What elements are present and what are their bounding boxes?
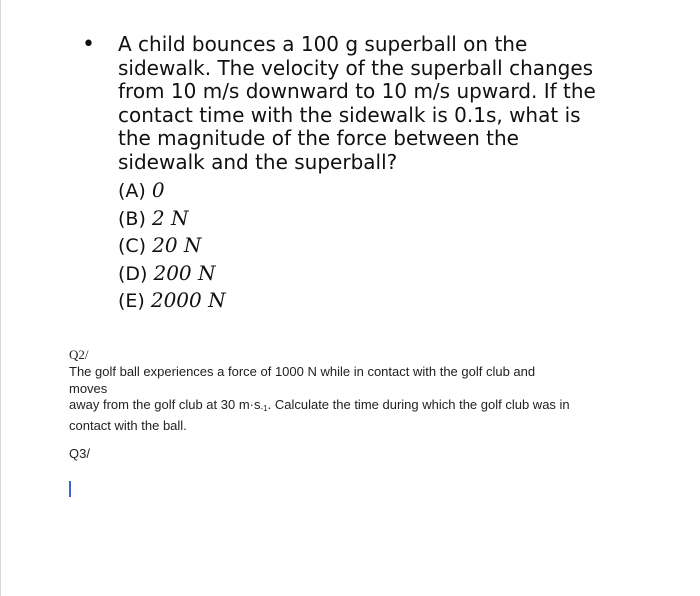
- option-value: 2000 N: [150, 288, 226, 312]
- option-letter: (C): [118, 235, 147, 257]
- unit-exponent: -1: [260, 404, 268, 413]
- option-value: 0: [151, 178, 165, 202]
- option-e: [118, 287, 418, 315]
- question-2-line-part: . Calculate the time during which the golf club was in: [267, 397, 570, 412]
- answer-options: [118, 177, 418, 315]
- question-2-line: moves: [69, 380, 108, 396]
- question-2-label: Q2/: [69, 347, 89, 362]
- question-3-label: Q3/: [69, 446, 90, 461]
- question-2-line-part: away from the golf club at 30 m·s: [69, 397, 261, 412]
- option-letter: (E): [118, 290, 145, 312]
- option-a: [118, 177, 418, 205]
- option-b: [118, 205, 418, 233]
- bullet-point: •: [82, 32, 95, 57]
- option-letter: (A): [118, 180, 146, 202]
- option-value: 2 N: [151, 205, 189, 230]
- option-value: 20 N: [152, 233, 202, 257]
- option-c: [118, 232, 418, 260]
- text-cursor: [69, 481, 71, 497]
- question-1-text: A child bounces a 100 g superball on the sidewalk. The velocity of the superball changes from 10 m/s downward to 10 m/s upward. If the contact time with the sidewalk is 0.1s, what is the magnitude of the force between the sidewalk and the superball?: [118, 32, 596, 174]
- question-2-text: [69, 364, 629, 434]
- question-2-line: contact with the ball.: [69, 417, 187, 433]
- option-letter: (D): [118, 262, 148, 285]
- option-value: 200 N: [153, 260, 216, 285]
- question-2-line: [69, 397, 629, 418]
- question-2-line: The golf ball experiences a force of 1000 N while in contact with the golf club and: [69, 364, 536, 379]
- page-left-edge: [0, 0, 1, 596]
- option-letter: (B): [118, 207, 146, 230]
- option-d: [118, 260, 418, 288]
